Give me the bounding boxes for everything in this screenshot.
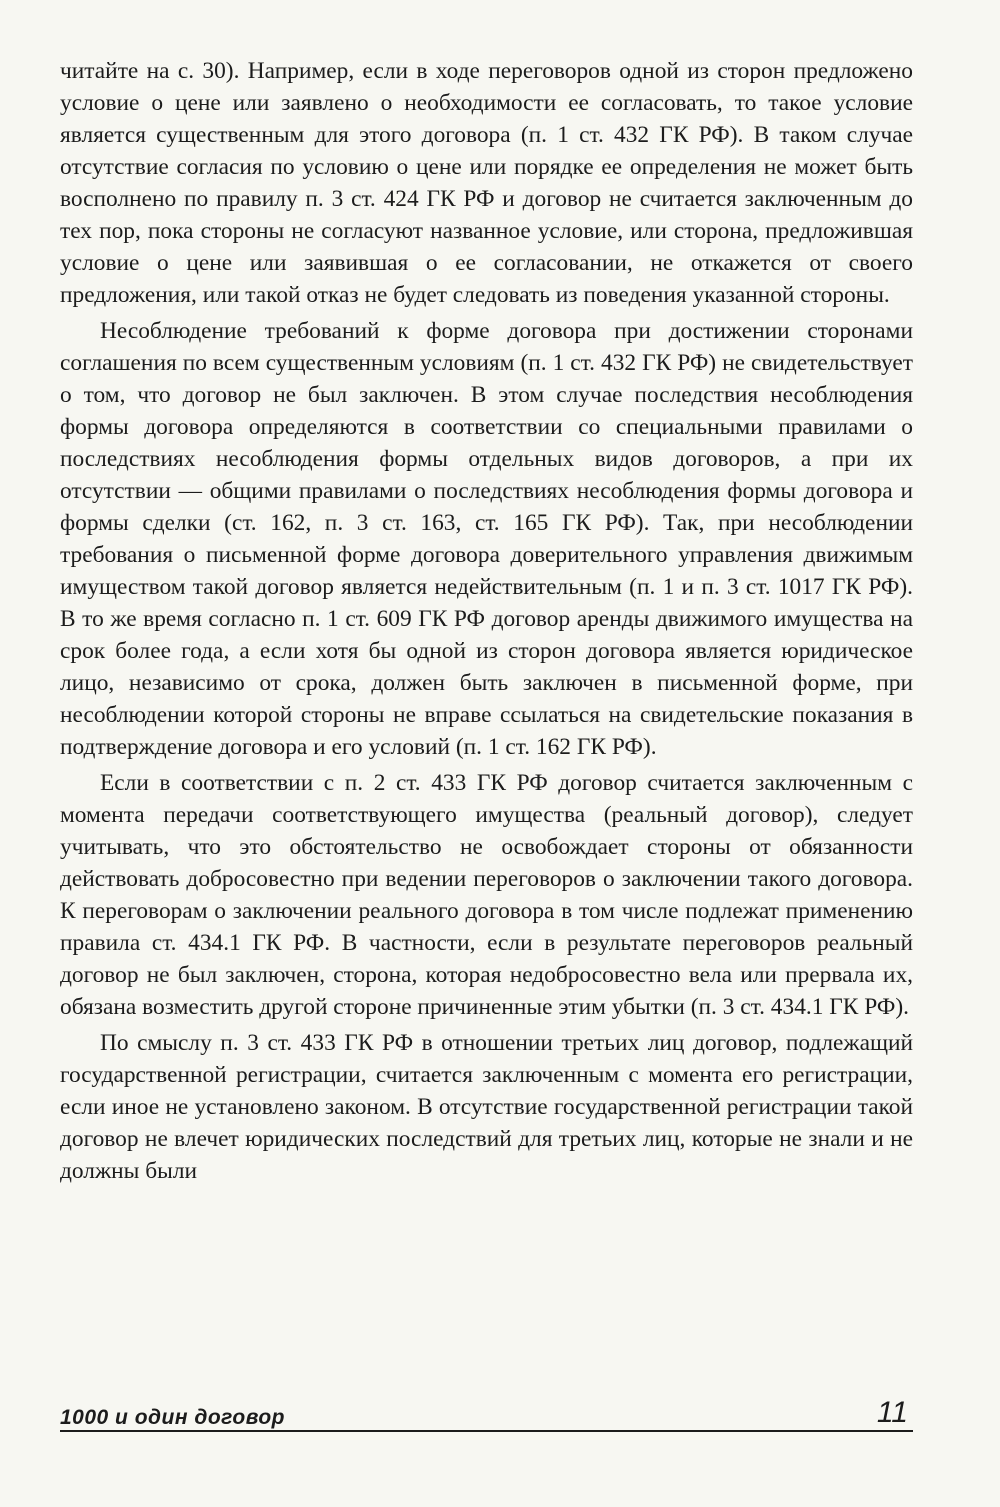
page-number: 11	[876, 1396, 908, 1429]
book-title: 1000 и один договор	[60, 1406, 286, 1429]
paragraph-1: читайте на с. 30). Например, если в ходе переговоров одной из сторон предложено условие о цене или заявлено о необходимости ее согласовать, то такое условие является существенным для этого договора (п. 1 ст. 432 ГК РФ). В таком случае отсутствие согласия по условию о цене или порядке ее определения не может быть восполнено по правилу п. 3 ст. 424 ГК РФ и договор не считается заключенным до тех пор, пока стороны не согласуют названное условие, или сторона, предложившая условие о цене или заявившая о ее согласовании, не откажется от своего предложения, или такой отказ не будет следовать из поведения указанной стороны.	[60, 58, 913, 308]
paragraph-4: По смыслу п. 3 ст. 433 ГК РФ в отношении третьих лиц договор, подлежащий государственной регистрации, считается заключенным с момента его регистрации, если иное не установлено законом. В отсутствие государственной регистрации такой договор не влечет юридических последствий для третьих лиц, которые не знали и не должны были	[60, 1030, 913, 1184]
footer-divider	[60, 1430, 913, 1432]
page-body	[60, 55, 913, 1475]
paragraph-2: Несоблюдение требований к форме договора при достижении сторонами соглашения по всем существенным условиям (п. 1 ст. 432 ГК РФ) не свидетельствует о том, что договор не был заключен. В этом случае последствия несоблюдения формы договора определяются в соответствии со специальными правилами о последствиях несоблюдения формы отдельных видов договоров, а при их отсутствии — общими правилами о последствиях несоблюдения формы договора и формы сделки (ст. 162, п. 3 ст. 163, ст. 165 ГК РФ). Так, при несоблюдении требования о письменной форме договора доверительного управления движимым имуществом такой договор является недействительным (п. 1 и п. 3 ст. 1017 ГК РФ). В то же время согласно п. 1 ст. 609 ГК РФ договор аренды движимого имущества на срок более года, а если хотя бы одной из сторон договора является юридическое лицо, независимо от срока, должен быть заключен в письменной форме, при несоблюдении которой стороны не вправе ссылаться на свидетельские показания в подтверждение договора и его условий (п. 1 ст. 162 ГК РФ).	[60, 318, 913, 760]
page-footer	[60, 1396, 913, 1440]
paragraph-3: Если в соответствии с п. 2 ст. 433 ГК РФ договор считается заключенным с момента передачи соответствующего имущества (реальный договор), следует учитывать, что это обстоятельство не освобождает стороны от обязанности действовать добросовестно при ведении переговоров о заключении такого договора. К переговорам о заключении реального договора в том числе подлежат применению правила ст. 434.1 ГК РФ. В частности, если в результате переговоров реальный договор не был заключен, сторона, которая недобросовестно вела или прервала их, обязана возместить другой стороне причиненные этим убытки (п. 3 ст. 434.1 ГК РФ).	[60, 770, 913, 1020]
